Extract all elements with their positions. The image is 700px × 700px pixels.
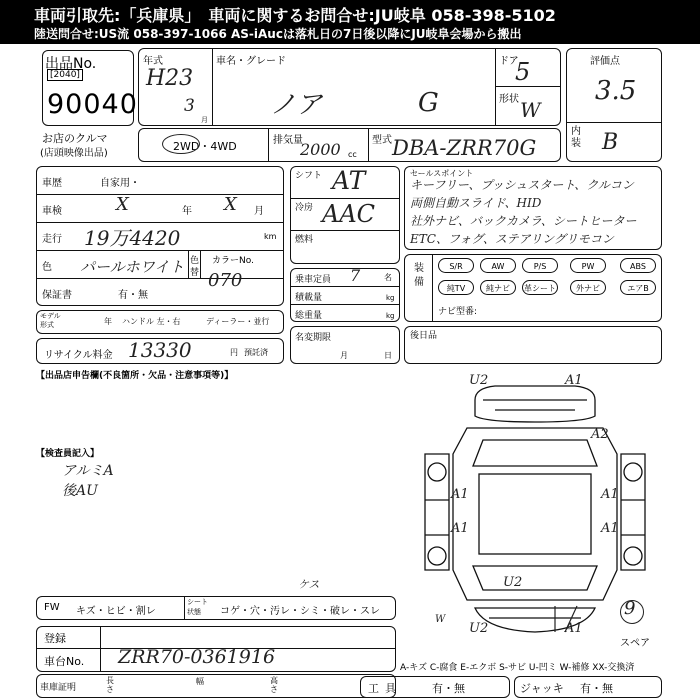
- damage-legend: A-キズ C-腐食 E-エクボ S-サビ U-凹ミ W-補修 XX-交換済: [400, 663, 635, 673]
- history-options: 自家用・: [100, 178, 140, 189]
- exhibit-number-box: [42, 50, 138, 126]
- shop-car-sub-label: (店頭映像出品): [40, 148, 108, 159]
- chassis-number: ZRR70-0361916: [118, 646, 276, 668]
- seat-condition-options: コゲ・穴・汚レ・シミ・破レ・スレ: [220, 606, 380, 617]
- interior-score: B: [602, 130, 619, 155]
- damage-mark: A1: [601, 487, 619, 502]
- navi-model-label: ナビ型番:: [438, 307, 478, 317]
- fw-damage-options: キズ・ヒビ・割レ: [76, 606, 156, 617]
- inspector-label: 【検査員記入】: [36, 449, 100, 459]
- auction-header: [0, 0, 700, 44]
- year-label: 年式: [143, 56, 163, 67]
- score-label: 評価点: [590, 56, 620, 67]
- score-value: 3.5: [595, 76, 637, 106]
- year-month: 3: [184, 96, 195, 116]
- door-value: 5: [515, 58, 531, 86]
- sales-point-line: ETC、フォグ、ステアリングリモコン: [410, 232, 614, 246]
- model-name: ノア: [270, 90, 323, 120]
- warranty-label: 保証書: [42, 290, 72, 301]
- ac-value: AAC: [322, 200, 376, 228]
- shape-value: W: [520, 98, 541, 122]
- type-value: DBA-ZRR70G: [392, 136, 537, 160]
- displacement-label: 排気量: [273, 135, 303, 146]
- windshield-outline: [473, 440, 597, 466]
- equip-genuine-navi: 純ナビ: [480, 280, 516, 295]
- recycle-label: リサイクル料金: [44, 350, 113, 361]
- inspector-note: 後AU: [62, 483, 98, 499]
- garage-certificate-box: [36, 674, 396, 698]
- rear-glass-outline: [473, 566, 597, 590]
- equip-power-window: PW: [570, 258, 606, 273]
- equip-aftermarket-navi: 外ナビ: [570, 280, 606, 295]
- equip-power-steering: P/S: [522, 258, 558, 273]
- damage-mark: A1: [451, 521, 469, 536]
- color-no-label: カラーNo.: [212, 256, 254, 266]
- later-items-box: [404, 326, 662, 364]
- warranty-options: 有・無: [118, 290, 148, 301]
- door-label: ドア: [499, 56, 519, 67]
- seller-notice-label: 【出品店申告欄(不良箇所・欠品・注意事項等)】: [36, 371, 234, 381]
- shape-label: 形状: [499, 94, 519, 105]
- color-no-value: 070: [208, 270, 243, 291]
- seat-note: ケス: [298, 578, 320, 591]
- equip-alloy-wheel: AW: [480, 258, 516, 273]
- sales-point-line: 両側自動スライド、HID: [410, 196, 542, 210]
- lane-number: [2040]: [47, 69, 83, 81]
- displacement-value: 2000: [300, 140, 341, 159]
- front-bumper-outline: [475, 386, 595, 422]
- wheel-front-left: [428, 463, 446, 481]
- equip-sunroof: S/R: [438, 258, 474, 273]
- year-era: H23: [146, 66, 194, 91]
- sales-point-line: キーフリー、プッシュスタート、クルコン: [410, 178, 634, 192]
- model-grade: G: [418, 88, 439, 118]
- wheel-rear-right: [624, 547, 642, 565]
- damage-mark: A1: [565, 373, 583, 388]
- wheel-rear-left: [428, 547, 446, 565]
- capacity-value: 7: [350, 266, 361, 285]
- mileage-label: 走行: [42, 234, 62, 245]
- damage-mark: U2: [503, 575, 523, 590]
- sales-points-label: セールスポイント: [410, 169, 474, 178]
- drive-selected-circle: [162, 134, 200, 154]
- inspector-note: アルミA: [62, 463, 114, 479]
- damage-mark: A1: [451, 487, 469, 502]
- shop-car-label: お店のクルマ: [42, 132, 108, 145]
- equip-leather-seat: 革シート: [522, 280, 558, 295]
- pickup-contact-line: 車両引取先:「兵庫県」 車両に関するお問合せ:JU岐阜 058-398-5102: [34, 6, 556, 25]
- equip-airbag: エアB: [620, 280, 656, 295]
- type-label: 型式: [372, 135, 392, 146]
- inspection-label: 車検: [42, 206, 62, 217]
- equip-abs: ABS: [620, 258, 656, 273]
- history-label: 車歴: [42, 178, 62, 189]
- recycle-value: 13330: [128, 338, 192, 362]
- equip-genuine-tv: 純TV: [438, 280, 474, 295]
- damage-mark: A2: [591, 427, 609, 442]
- shift-value: AT: [332, 166, 366, 195]
- wheel-front-right: [624, 463, 642, 481]
- damage-mark: A1: [601, 521, 619, 536]
- sales-point-line: 社外ナビ、バックカメラ、シートヒーター: [410, 214, 637, 228]
- interior-label: 内装: [571, 126, 581, 149]
- exhibit-label: 出品No.: [45, 56, 97, 72]
- damage-mark: W: [435, 614, 446, 625]
- color-value: パールホワイト: [80, 258, 185, 276]
- equipment-label: 装備: [414, 263, 424, 288]
- damage-mark: U2: [469, 373, 489, 388]
- exhibit-number: 90040: [47, 89, 138, 120]
- transport-contact-line: 陸送問合せ:US流 058-397-1066 AS-iAucは落札日の7日後以降にJU岐阜会場から搬出: [34, 27, 522, 41]
- damage-mark: U2: [469, 621, 489, 636]
- color-label: 色: [42, 262, 52, 273]
- roof-outline: [479, 474, 591, 554]
- mileage-value: 19万4420: [84, 226, 181, 250]
- model-grade-label: 車名・グレード: [216, 56, 286, 67]
- drive-options: 2WD・4WD: [173, 140, 237, 153]
- spare-label: スペア: [620, 638, 650, 649]
- damage-mark: A1: [565, 621, 583, 636]
